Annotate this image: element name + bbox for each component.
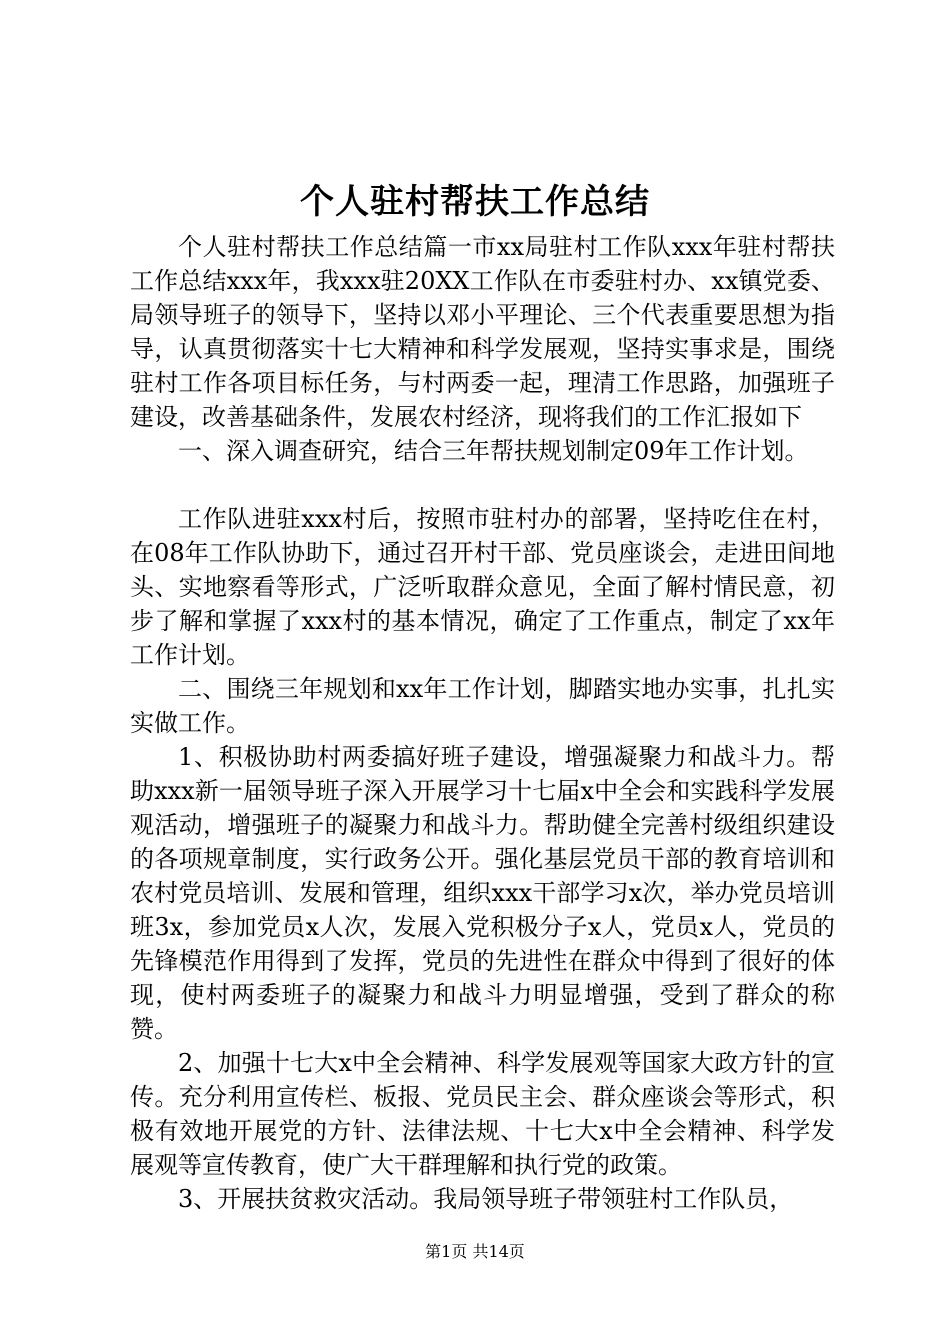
paragraph-section-1: 工作队进驻xxx村后，按照市驻村办的部署，坚持吃住在村，在08年工作队协助下，通过召开村干部、党员座谈会，走进田间地头、实地察看等形式，广泛听取群众意见，全面了解村情民意，初步了解和掌握了xxx村的基本情况，确定了工作重点，制定了xx年工作计划。 xyxy=(130,505,835,669)
page-number-footer: 第1页 共14页 xyxy=(425,1242,525,1261)
document-title: 个人驻村帮扶工作总结 xyxy=(300,182,650,222)
paragraph-intro: 个人驻村帮扶工作总结篇一市xx局驻村工作队xxx年驻村帮扶工作总结xxx年，我xxx驻20XX工作队在市委驻村办、xx镇党委、局领导班子的领导下，坚持以邓小平理论、三个代表重要思想为指导，认真贯彻落实十七大精神和科学发展观，坚持实事求是，围绕驻村工作各项目标任务，与村两委一起，理清工作思路，加强班子建设，改善基础条件，发展农村经济，现将我们的工作汇报如下 xyxy=(130,233,835,431)
paragraph-item-2: 2、加强十七大x中全会精神、科学发展观等国家大政方针的宣传。充分利用宣传栏、板报、党员民主会、群众座谈会等形式，积极有效地开展党的方针、法律法规、十七大x中全会精神、科学发展观等宣传教育，使广大干群理解和执行党的政策。 xyxy=(130,1049,835,1179)
document-body xyxy=(130,230,835,1216)
heading-section-2: 二、围绕三年规划和xx年工作计划，脚踏实地办实事，扎扎实实做工作。 xyxy=(130,675,835,737)
paragraph-item-1: 1、积极协助村两委搞好班子建设，增强凝聚力和战斗力。帮助xxx新一届领导班子深入开展学习十七届x中全会和实践科学发展观活动，增强班子的凝聚力和战斗力。帮助健全完善村级组织建设的各项规章制度，实行政务公开。强化基层党员干部的教育培训和农村党员培训、发展和管理，组织xxx干部学习x次，举办党员培训班3x，参加党员x人次，发展入党积极分子x人，党员x人，党员的先锋模范作用得到了发挥，党员的先进性在群众中得到了很好的体现，使村两委班子的凝聚力和战斗力明显增强，受到了群众的称赞。 xyxy=(130,743,835,1043)
heading-section-1: 一、深入调查研究，结合三年帮扶规划制定09年工作计划。 xyxy=(178,437,809,465)
paragraph-item-3: 3、开展扶贫救灾活动。我局领导班子带领驻村工作队员， xyxy=(178,1185,794,1213)
